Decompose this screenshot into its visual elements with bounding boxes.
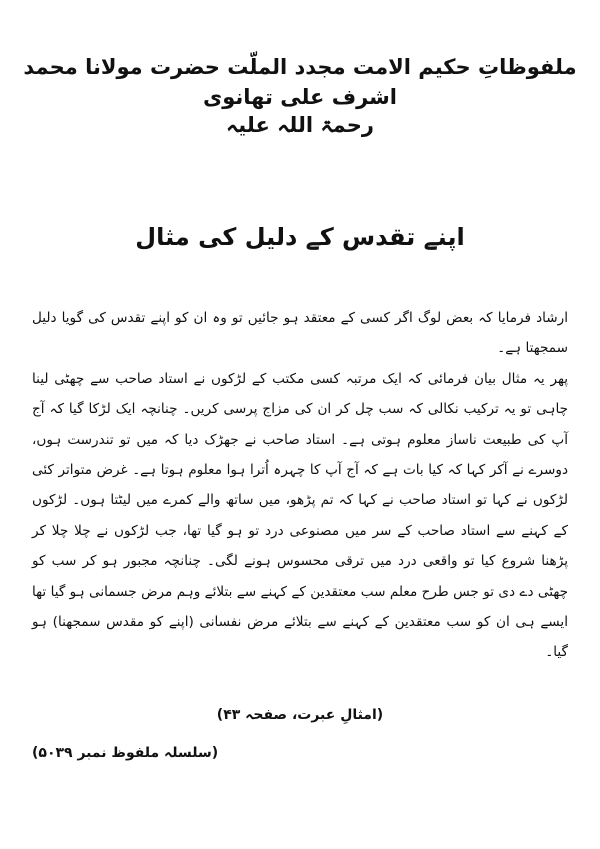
source-reference: (امثالِ عبرت، صفحہ ۴۳): [216, 707, 384, 723]
series-number: (سلسلہ ملفوظ نمبر ۵۰۳۹): [32, 745, 219, 761]
title-line-2: رحمۃ اللہ علیہ: [226, 113, 374, 137]
title-line-1: ملفوظاتِ حکیم الامت مجدد الملّت حضرت مولانا محمد اشرف علی تھانوی: [23, 55, 577, 109]
paragraph-1: ارشاد فرمایا کہ بعض لوگ اگر کسی کے معتقد ہو جائیں تو وہ ان کو اپنے تقدس کی گویا دلیل سمجھتا ہے۔: [32, 310, 568, 357]
article-heading: اپنے تقدس کے دلیل کی مثال: [135, 223, 465, 251]
article-body: [32, 303, 568, 668]
paragraph-2: پھر یہ مثال بیان فرمائی کہ ایک مرتبہ کسی مکتب کے لڑکوں نے استاد صاحب سے چھٹی لینا چاہی تو یہ ترکیب نکالی کہ سب چل کر ان کی مزاج پرسی کریں۔ چنانچہ ایک لڑکا گیا کہ آج آپ کی طبیعت ناساز معلوم ہوتی ہے۔ استاد صاحب نے جھڑک دیا کہ میں تو تندرست ہوں، دوسرے نے آکر کہا کہ کیا بات ہے کہ آج آپ کا چہرہ اُترا ہوا معلوم ہوتا ہے۔ غرض متواتر کئی لڑکوں نے کہا تو استاد صاحب نے کہا کہ تم پڑھو، میں ساتھ والے کمرے میں لیٹتا ہوں۔ لڑکوں کے کہنے سے استاد صاحب کے سر میں مصنوعی درد تو ہو گیا تھا، جب لڑکوں نے چلا چلا کر پڑھنا شروع کیا تو واقعی درد میں ترقی محسوس ہونے لگی۔ چنانچہ مجبور ہو کر سب کو چھٹی دے دی تو جس طرح معلم سب معتقدین کے کہنے سے بتلائے وہم مرض جسمانی ہو گیا تھا ایسے ہی ان کو سب معتقدین کے کہنے سے بتلائے مرض نفسانی (اپنے کو مقدس سمجھنا) ہو گیا۔: [32, 370, 568, 661]
